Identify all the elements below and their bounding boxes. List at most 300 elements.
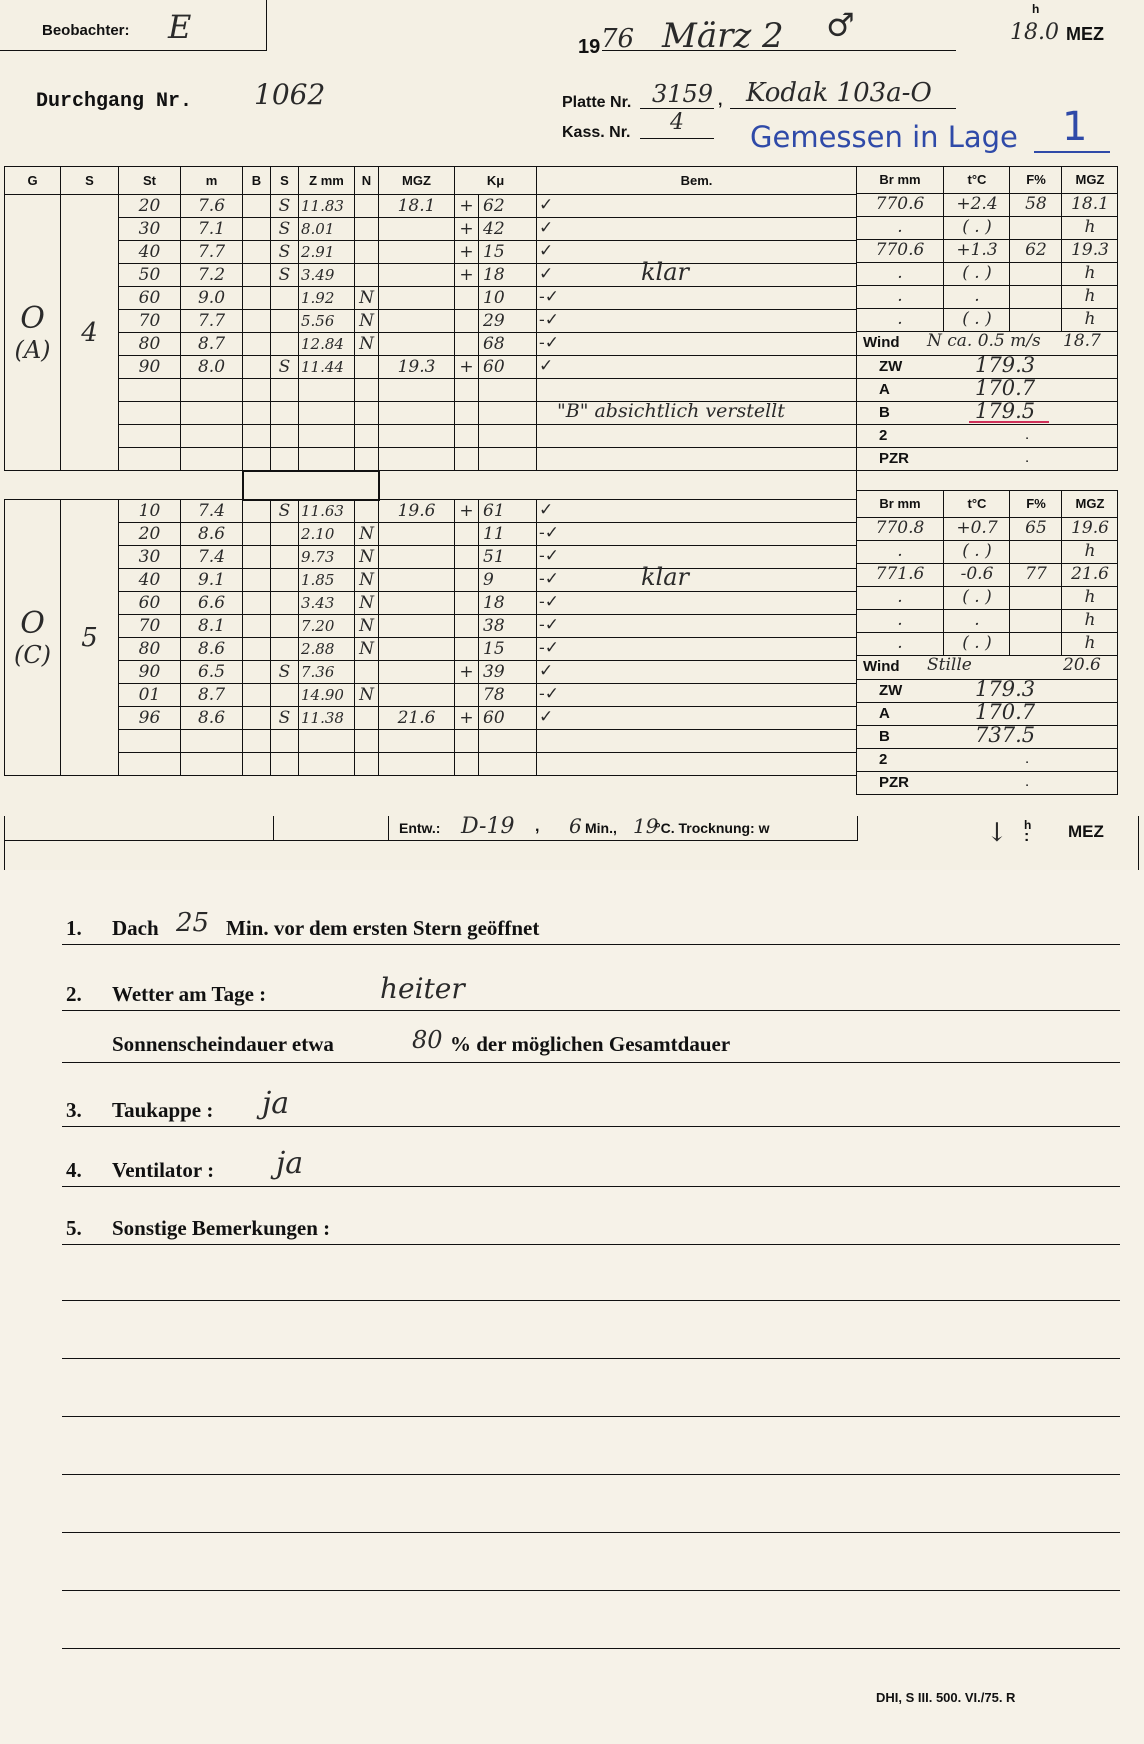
k-cell: 78 bbox=[479, 684, 537, 707]
weather-cell-t: ( . ) bbox=[943, 262, 1010, 285]
st-cell bbox=[119, 379, 181, 402]
group-g-sub: (C) bbox=[13, 641, 52, 669]
table-row bbox=[5, 195, 857, 218]
year-prefix: 19 bbox=[578, 36, 601, 58]
b-cell bbox=[243, 287, 271, 310]
weather-cell-f bbox=[1009, 308, 1062, 331]
s-cell bbox=[271, 569, 299, 592]
wind-label: Wind bbox=[863, 334, 900, 351]
calib-row bbox=[857, 725, 1117, 749]
table-row bbox=[5, 546, 857, 569]
z-cell: 11.44 bbox=[299, 356, 355, 379]
weather-cell-t: ( . ) bbox=[943, 216, 1010, 239]
m-cell: 8.0 bbox=[181, 356, 243, 379]
z-cell: 2.10 bbox=[299, 523, 355, 546]
check-mark: ✓ bbox=[539, 195, 554, 215]
m-cell: 7.2 bbox=[181, 264, 243, 287]
sign-cell bbox=[455, 638, 479, 661]
b-cell bbox=[243, 615, 271, 638]
mgz-cell bbox=[379, 569, 455, 592]
st-cell: 60 bbox=[119, 287, 181, 310]
observation-table bbox=[4, 166, 857, 776]
col-g: G bbox=[5, 167, 61, 195]
entw-row bbox=[4, 816, 858, 841]
mgz-cell bbox=[379, 333, 455, 356]
b-cell bbox=[243, 500, 271, 523]
bem-cell bbox=[537, 379, 857, 402]
q2b-value: 80 bbox=[412, 1026, 443, 1054]
sign-cell bbox=[455, 546, 479, 569]
sign-cell bbox=[455, 310, 479, 333]
weather-row bbox=[857, 609, 1117, 633]
q4-label: Ventilator : bbox=[112, 1158, 215, 1182]
check-mark: -✓ bbox=[539, 546, 559, 566]
k-cell: 60 bbox=[479, 707, 537, 730]
platte-type-underline bbox=[730, 108, 956, 109]
mgz-cell bbox=[379, 753, 455, 776]
q4-value: ja bbox=[276, 1146, 304, 1181]
weather-row bbox=[857, 285, 1117, 309]
b-cell bbox=[243, 333, 271, 356]
weather-cell-b: . bbox=[897, 633, 903, 653]
blank-line-3 bbox=[62, 1416, 1120, 1417]
sign-cell bbox=[455, 333, 479, 356]
weather-cell-mgz: 19.3 bbox=[1061, 239, 1118, 262]
m-cell: 9.1 bbox=[181, 569, 243, 592]
weather-cell-t: . bbox=[943, 285, 1010, 308]
weather-cell-b: 770.8 bbox=[875, 518, 925, 538]
b-cell bbox=[243, 523, 271, 546]
table-header-row bbox=[5, 167, 857, 195]
m-cell: 7.1 bbox=[181, 218, 243, 241]
weather-row bbox=[857, 193, 1117, 217]
mgz-cell bbox=[379, 379, 455, 402]
table-row bbox=[5, 448, 857, 471]
weather-cell-t: ( . ) bbox=[943, 540, 1010, 563]
s-cell: S bbox=[271, 500, 299, 523]
z-cell: 5.56 bbox=[299, 310, 355, 333]
q5-number: 5. bbox=[66, 1216, 82, 1240]
m-cell bbox=[181, 753, 243, 776]
block1-body bbox=[5, 195, 857, 471]
sign-cell: + bbox=[455, 264, 479, 287]
q1-number: 1. bbox=[66, 916, 82, 940]
bem-remark: klar bbox=[641, 563, 689, 591]
weather-cell-mgz: h bbox=[1061, 285, 1118, 308]
b-cell bbox=[243, 684, 271, 707]
b-cell bbox=[243, 592, 271, 615]
n-cell bbox=[355, 448, 379, 471]
s-cell bbox=[271, 333, 299, 356]
s-cell bbox=[271, 523, 299, 546]
q1-value: 25 bbox=[176, 908, 210, 938]
mgz-cell: 19.6 bbox=[379, 500, 455, 523]
calib-dot: . bbox=[1025, 449, 1030, 466]
k-cell: 61 bbox=[479, 500, 537, 523]
weather-col-header: MGZ bbox=[1061, 167, 1118, 193]
sign-cell bbox=[455, 615, 479, 638]
table-row bbox=[5, 615, 857, 638]
mgz-cell: 19.3 bbox=[379, 356, 455, 379]
gemessen-underline bbox=[1034, 151, 1110, 153]
table-row bbox=[5, 684, 857, 707]
calib-label: B bbox=[879, 728, 890, 745]
durchgang-label: Durchgang Nr. bbox=[36, 90, 193, 113]
group-g-value: O bbox=[20, 606, 45, 641]
calib-row bbox=[857, 424, 1117, 448]
calib-dot: . bbox=[1025, 750, 1030, 767]
sign-cell: + bbox=[455, 356, 479, 379]
sign-cell: + bbox=[455, 241, 479, 264]
st-cell: 80 bbox=[119, 638, 181, 661]
blank-line-2 bbox=[62, 1358, 1120, 1359]
kass-value: 4 bbox=[670, 110, 684, 135]
n-cell: N bbox=[355, 615, 379, 638]
st-cell: 90 bbox=[119, 356, 181, 379]
mgz-cell bbox=[379, 402, 455, 425]
bem-cell bbox=[537, 615, 857, 638]
block2-body bbox=[5, 500, 857, 776]
col-s2: S bbox=[271, 167, 299, 195]
table-row bbox=[5, 356, 857, 379]
calib-row bbox=[857, 401, 1117, 425]
calib-dot: . bbox=[1025, 773, 1030, 790]
weather-cell-mgz: 21.6 bbox=[1061, 563, 1118, 586]
table-row bbox=[5, 569, 857, 592]
bem-cell bbox=[537, 310, 857, 333]
st-cell: 01 bbox=[119, 684, 181, 707]
entw-box bbox=[273, 816, 389, 840]
m-cell: 7.7 bbox=[181, 310, 243, 333]
s-cell bbox=[271, 402, 299, 425]
q1-text-a: Dach bbox=[112, 916, 159, 940]
weather-cell-t: ( . ) bbox=[943, 632, 1010, 655]
n-cell: N bbox=[355, 569, 379, 592]
weather-cell-f: 77 bbox=[1009, 563, 1062, 586]
weather-row bbox=[857, 632, 1117, 656]
weather-cell-mgz: h bbox=[1061, 262, 1118, 285]
n-cell: N bbox=[355, 546, 379, 569]
k-cell: 15 bbox=[479, 241, 537, 264]
weather-header bbox=[857, 167, 1117, 194]
b-cell bbox=[243, 546, 271, 569]
m-cell: 7.4 bbox=[181, 500, 243, 523]
right-frame-tail bbox=[1138, 816, 1139, 870]
bem-cell bbox=[537, 241, 857, 264]
mgz-cell bbox=[379, 661, 455, 684]
weather-box-block2 bbox=[856, 490, 1118, 795]
k-cell: 51 bbox=[479, 546, 537, 569]
bem-cell bbox=[537, 356, 857, 379]
mgz-cell bbox=[379, 310, 455, 333]
end-arrow-icon: ↓ bbox=[986, 818, 1008, 848]
st-cell bbox=[119, 730, 181, 753]
mgz-cell: 21.6 bbox=[379, 707, 455, 730]
q2-number: 2. bbox=[66, 982, 82, 1006]
entw-min-value: 6 bbox=[569, 814, 582, 838]
s-cell bbox=[271, 287, 299, 310]
col-st: St bbox=[119, 167, 181, 195]
end-time-dot: : bbox=[1024, 828, 1030, 845]
platte-value: 3159 bbox=[652, 80, 714, 108]
z-cell: 3.43 bbox=[299, 592, 355, 615]
z-cell: 7.36 bbox=[299, 661, 355, 684]
m-cell: 8.7 bbox=[181, 333, 243, 356]
st-cell: 20 bbox=[119, 523, 181, 546]
sign-cell bbox=[455, 592, 479, 615]
check-mark: -✓ bbox=[539, 638, 559, 658]
weather-cell-f: 65 bbox=[1009, 517, 1062, 540]
z-cell bbox=[299, 448, 355, 471]
weather-col-header: t°C bbox=[943, 167, 1010, 193]
b-cell bbox=[243, 425, 271, 448]
n-cell bbox=[355, 753, 379, 776]
bem-cell bbox=[537, 638, 857, 661]
s-cell bbox=[271, 753, 299, 776]
bem-cell bbox=[537, 448, 857, 471]
weather-cell-t: +2.4 bbox=[943, 193, 1010, 216]
sign-cell bbox=[455, 730, 479, 753]
year-suffix: 76 bbox=[601, 24, 635, 54]
bem-cell bbox=[537, 218, 857, 241]
b-cell bbox=[243, 638, 271, 661]
calib-label: PZR bbox=[879, 774, 909, 791]
footer-code: DHI, S III. 500. VI./75. R bbox=[876, 1690, 1016, 1705]
m-cell: 6.6 bbox=[181, 592, 243, 615]
s-cell bbox=[271, 638, 299, 661]
st-cell bbox=[119, 753, 181, 776]
n-cell bbox=[355, 195, 379, 218]
col-m: m bbox=[181, 167, 243, 195]
calib-value: 170.7 bbox=[975, 700, 1036, 724]
check-mark: ✓ bbox=[539, 241, 554, 261]
st-cell: 96 bbox=[119, 707, 181, 730]
weather-col-header: Br mm bbox=[879, 496, 921, 511]
table-row bbox=[5, 402, 857, 425]
z-cell bbox=[299, 753, 355, 776]
check-mark: ✓ bbox=[539, 707, 554, 727]
bem-cell bbox=[537, 592, 857, 615]
mgz-cell: 18.1 bbox=[379, 195, 455, 218]
q2-label: Wetter am Tage : bbox=[112, 982, 267, 1006]
z-cell: 14.90 bbox=[299, 684, 355, 707]
z-cell: 3.49 bbox=[299, 264, 355, 287]
weather-cell-t: ( . ) bbox=[943, 308, 1010, 331]
bem-cell bbox=[537, 258, 857, 287]
weather-cell-mgz: h bbox=[1061, 586, 1118, 609]
st-cell: 80 bbox=[119, 333, 181, 356]
check-mark: ✓ bbox=[539, 264, 554, 284]
n-cell: N bbox=[355, 638, 379, 661]
group-g-sub: (A) bbox=[14, 336, 51, 364]
weather-cell-f bbox=[1009, 586, 1062, 609]
z-cell: 9.73 bbox=[299, 546, 355, 569]
b-cell bbox=[243, 753, 271, 776]
s-cell: S bbox=[271, 707, 299, 730]
bem-remark: klar bbox=[641, 258, 689, 286]
q2b-text-a: Sonnenscheindauer etwa bbox=[112, 1032, 334, 1056]
k-cell bbox=[479, 379, 537, 402]
n-cell bbox=[355, 264, 379, 287]
q2-line bbox=[62, 1010, 1120, 1011]
s-cell: S bbox=[271, 661, 299, 684]
weather-box-block1 bbox=[856, 166, 1118, 471]
st-cell: 70 bbox=[119, 310, 181, 333]
bem-cell bbox=[537, 287, 857, 310]
st-cell: 10 bbox=[119, 500, 181, 523]
sign-cell bbox=[455, 448, 479, 471]
table-row bbox=[5, 661, 857, 684]
time-value: 18.0 bbox=[1010, 20, 1059, 45]
gemessen-value: 1 bbox=[1062, 104, 1088, 150]
bem-cell bbox=[537, 661, 857, 684]
weather-col-header: MGZ bbox=[1061, 491, 1118, 517]
col-n: N bbox=[355, 167, 379, 195]
bem-remark-2: "B" absichtlich verstellt bbox=[557, 400, 785, 422]
n-cell bbox=[355, 218, 379, 241]
n-cell: N bbox=[355, 333, 379, 356]
z-cell: 7.20 bbox=[299, 615, 355, 638]
group-g-cell bbox=[5, 195, 61, 471]
mgz-cell bbox=[379, 448, 455, 471]
m-cell: 8.7 bbox=[181, 684, 243, 707]
bem-cell bbox=[537, 500, 857, 523]
end-mez: MEZ bbox=[1068, 822, 1104, 841]
q4-number: 4. bbox=[66, 1158, 82, 1182]
blank-line-6 bbox=[62, 1590, 1120, 1591]
weather-cell-b: . bbox=[897, 309, 903, 329]
st-cell: 20 bbox=[119, 195, 181, 218]
n-cell bbox=[355, 425, 379, 448]
weather-row bbox=[857, 517, 1117, 541]
s-cell: S bbox=[271, 264, 299, 287]
entw-min-label: Min., bbox=[585, 820, 617, 836]
z-cell: 11.38 bbox=[299, 707, 355, 730]
entw-value: D-19 bbox=[461, 814, 515, 839]
b-cell bbox=[243, 569, 271, 592]
n-cell bbox=[355, 402, 379, 425]
weather-cell-mgz: h bbox=[1061, 609, 1118, 632]
s-cell bbox=[271, 592, 299, 615]
st-cell bbox=[119, 425, 181, 448]
q4-line bbox=[62, 1186, 1120, 1187]
mez-label: MEZ bbox=[1066, 24, 1104, 44]
bem-cell bbox=[537, 563, 857, 592]
n-cell bbox=[355, 241, 379, 264]
calib-label: 2 bbox=[879, 751, 888, 768]
bem-cell bbox=[537, 684, 857, 707]
b-cell bbox=[243, 241, 271, 264]
m-cell: 7.4 bbox=[181, 546, 243, 569]
k-cell: 39 bbox=[479, 661, 537, 684]
bem-cell bbox=[537, 425, 857, 448]
calib-label: 2 bbox=[879, 427, 888, 444]
left-frame-tail bbox=[4, 840, 5, 870]
k-cell: 29 bbox=[479, 310, 537, 333]
weather-header bbox=[857, 491, 1117, 518]
blank-line-1 bbox=[62, 1300, 1120, 1301]
k-cell: 10 bbox=[479, 287, 537, 310]
mgz-cell bbox=[379, 218, 455, 241]
weather-row bbox=[857, 586, 1117, 610]
k-cell bbox=[479, 730, 537, 753]
z-cell bbox=[299, 379, 355, 402]
m-cell bbox=[181, 425, 243, 448]
s-cell bbox=[271, 546, 299, 569]
weather-cell-f: 58 bbox=[1009, 193, 1062, 216]
weather-cell-f bbox=[1009, 285, 1062, 308]
blank-line-4 bbox=[62, 1474, 1120, 1475]
mgz-cell bbox=[379, 592, 455, 615]
calib-value: 170.7 bbox=[975, 376, 1036, 400]
calib-dot: . bbox=[1025, 426, 1030, 443]
sign-cell: + bbox=[455, 218, 479, 241]
weather-cell-f bbox=[1009, 632, 1062, 655]
sign-cell bbox=[455, 523, 479, 546]
table-row bbox=[5, 218, 857, 241]
mgz-cell bbox=[379, 638, 455, 661]
check-mark: -✓ bbox=[539, 310, 559, 330]
table-row bbox=[5, 333, 857, 356]
z-cell bbox=[299, 730, 355, 753]
weather-col-header: Br mm bbox=[879, 172, 921, 187]
gemessen-label: Gemessen in Lage bbox=[750, 120, 1018, 154]
bem-cell bbox=[537, 753, 857, 776]
sign-cell bbox=[455, 402, 479, 425]
z-cell bbox=[299, 425, 355, 448]
weather-cell-b: 770.6 bbox=[875, 194, 925, 214]
calib-label: B bbox=[879, 404, 890, 421]
check-mark: -✓ bbox=[539, 569, 559, 589]
z-cell: 2.91 bbox=[299, 241, 355, 264]
group-g-value: O bbox=[20, 301, 45, 336]
sign-cell bbox=[455, 753, 479, 776]
blank-line-5 bbox=[62, 1532, 1120, 1533]
b-cell bbox=[243, 379, 271, 402]
wind-label: Wind bbox=[863, 658, 900, 675]
n-cell bbox=[355, 730, 379, 753]
platte-comma: , bbox=[718, 92, 723, 109]
m-cell: 6.5 bbox=[181, 661, 243, 684]
table-row bbox=[5, 310, 857, 333]
k-cell: 18 bbox=[479, 592, 537, 615]
s-cell: S bbox=[271, 195, 299, 218]
weather-cell-t: ( . ) bbox=[943, 586, 1010, 609]
s-cell bbox=[271, 730, 299, 753]
group-s-cell: 5 bbox=[61, 500, 119, 776]
k-cell: 38 bbox=[479, 615, 537, 638]
n-cell bbox=[355, 500, 379, 523]
entw-temp-value: 19 bbox=[633, 814, 659, 838]
b-cell bbox=[243, 218, 271, 241]
k-cell: 60 bbox=[479, 356, 537, 379]
time-unit-sup: h bbox=[1032, 2, 1040, 16]
k-cell: 68 bbox=[479, 333, 537, 356]
calib-label: A bbox=[879, 381, 890, 398]
table-row bbox=[5, 379, 857, 402]
n-cell: N bbox=[355, 592, 379, 615]
b-cell bbox=[243, 310, 271, 333]
weather-cell-mgz: h bbox=[1061, 216, 1118, 239]
weather-cell-mgz: h bbox=[1061, 308, 1118, 331]
beobachter-value: E bbox=[168, 8, 192, 46]
check-mark: ✓ bbox=[539, 661, 554, 681]
z-cell: 2.88 bbox=[299, 638, 355, 661]
col-b: B bbox=[243, 167, 271, 195]
k-cell bbox=[479, 448, 537, 471]
q3-label: Taukappe : bbox=[112, 1098, 214, 1122]
mgz-cell bbox=[379, 425, 455, 448]
